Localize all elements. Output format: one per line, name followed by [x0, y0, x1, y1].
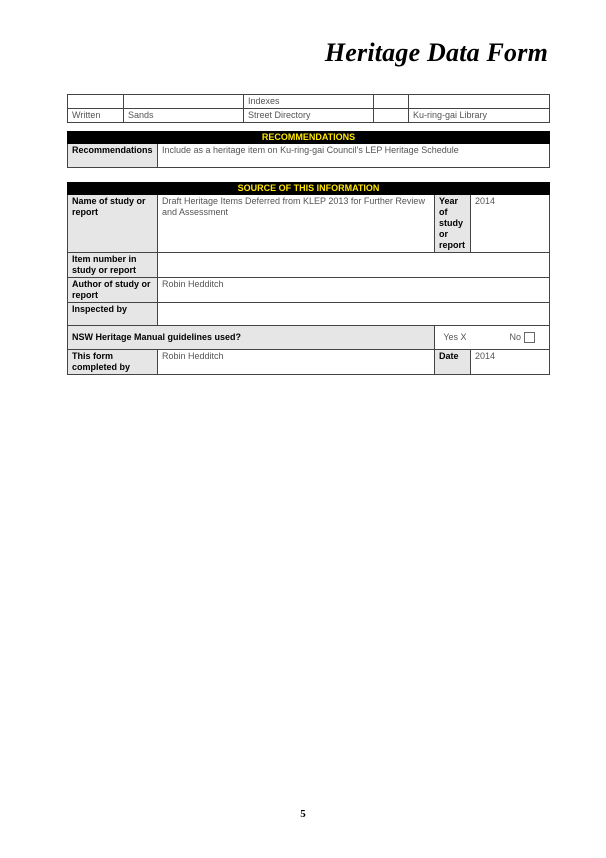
page-number: 5 [300, 808, 306, 820]
year-value: 2014 [471, 195, 550, 253]
completed-label: This form completed by [68, 350, 158, 375]
inspected-value [158, 303, 550, 326]
guidelines-no-label: No [509, 331, 521, 342]
date-value: 2014 [471, 350, 550, 375]
author-label: Author of study or report [68, 278, 158, 303]
source-info-table [67, 182, 550, 375]
guidelines-yes: Yes X [435, 326, 471, 350]
date-label: Date [435, 350, 471, 375]
recommendations-table [67, 131, 550, 168]
completed-value: Robin Hedditch [158, 350, 435, 375]
author-value: Robin Hedditch [158, 278, 550, 303]
table-row [68, 109, 550, 123]
recommendations-value: Include as a heritage item on Ku-ring-gai Council's LEP Heritage Schedule [158, 144, 550, 168]
guidelines-no [471, 326, 550, 350]
item-number-value [158, 253, 550, 278]
source-info-header: SOURCE OF THIS INFORMATION [68, 183, 550, 195]
item-number-label: Item number in study or report [68, 253, 158, 278]
recommendations-header: RECOMMENDATIONS [68, 132, 550, 144]
table-cell [124, 95, 244, 109]
table-row [68, 95, 550, 109]
table-cell: Written [68, 109, 124, 123]
table-cell: Ku-ring-gai Library [409, 109, 550, 123]
guidelines-label: NSW Heritage Manual guidelines used? [68, 326, 435, 350]
sources-table [67, 94, 550, 123]
table-cell [374, 95, 409, 109]
recommendations-label: Recommendations [68, 144, 158, 168]
table-cell: Sands [124, 109, 244, 123]
inspected-label: Inspected by [68, 303, 158, 326]
study-name-value: Draft Heritage Items Deferred from KLEP 2013 for Further Review and Assessment [158, 195, 435, 253]
table-cell [68, 95, 124, 109]
table-cell [374, 109, 409, 123]
study-name-label: Name of study or report [68, 195, 158, 253]
no-checkbox[interactable] [524, 332, 535, 343]
page-title: Heritage Data Form [324, 38, 548, 67]
table-cell [409, 95, 550, 109]
table-cell: Indexes [244, 95, 374, 109]
year-label: Year of study or report [435, 195, 471, 253]
table-cell: Street Directory [244, 109, 374, 123]
